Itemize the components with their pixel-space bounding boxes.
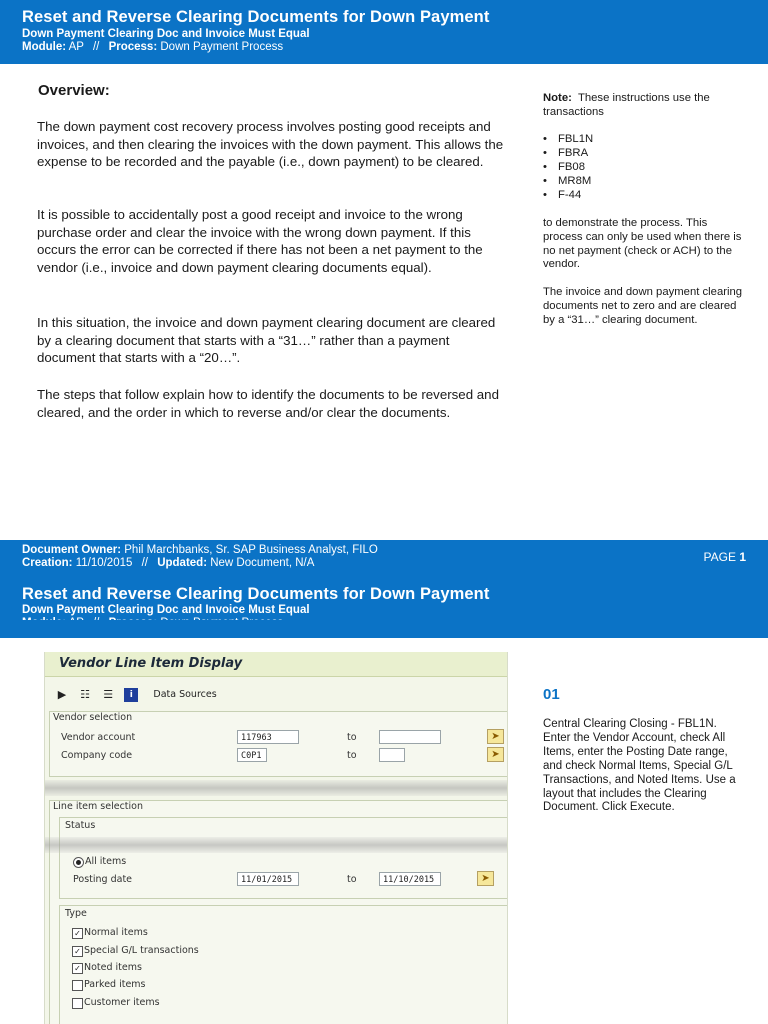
to-label: to xyxy=(347,750,357,761)
company-code-field[interactable]: C0P1 xyxy=(237,748,267,762)
customer-items-label: Customer items xyxy=(84,997,160,1008)
document-subtitle: Down Payment Clearing Doc and Invoice Must Equal xyxy=(22,28,310,40)
normal-items-label: Normal items xyxy=(84,927,148,938)
page-header xyxy=(0,0,768,64)
page-footer xyxy=(0,540,768,620)
parked-items-checkbox[interactable] xyxy=(72,980,83,991)
creation-label: Creation: xyxy=(22,557,73,569)
overview-paragraph-3 xyxy=(37,314,507,367)
posting-date-from-field[interactable]: 11/01/2015 xyxy=(237,872,299,886)
type-header: Type xyxy=(65,908,87,919)
status-header: Status xyxy=(65,820,96,831)
sap-screenshot xyxy=(44,652,508,1024)
overview-paragraph-2-text: It is possible to accidentally post a good receipt and invoice to the wrong purchase order and clear the invoice with the wrong down payment. If this occurs the error can be corrected if there has not been a net payment to the vendor (i.e., invoice and down payment clearing documents equal). xyxy=(37,207,483,275)
variant-list-icon[interactable]: ☰ xyxy=(103,687,114,701)
to-label: to xyxy=(347,732,357,743)
to-label: to xyxy=(347,874,357,885)
creation-value: 11/10/2015 xyxy=(75,557,133,569)
list-item: • FBRA xyxy=(543,147,593,161)
info-icon[interactable]: i xyxy=(124,688,138,702)
overview-paragraph-4-text: The steps that follow explain how to identify the documents to be reversed and cleared, and the order in which to reverse and/or clear the documents. xyxy=(37,387,499,420)
noted-items-checkbox[interactable]: ✓ xyxy=(72,963,83,974)
page-label: PAGE xyxy=(703,550,736,564)
vendor-account-label: Vendor account xyxy=(61,732,136,743)
blurred-open-items-bar xyxy=(44,837,508,853)
overview-paragraph-3-text: In this situation, the invoice and down payment clearing document are cleared by a clearing document that starts with a “31…” rather than a payment document that starts with a “20…”. xyxy=(37,315,496,366)
overview-paragraph-1 xyxy=(37,118,507,171)
module-label: Module: xyxy=(22,41,67,53)
vendor-account-field[interactable]: 117963 xyxy=(237,730,299,744)
all-items-radio[interactable] xyxy=(73,857,84,868)
overview-paragraph-4 xyxy=(37,386,507,421)
module-process-line xyxy=(22,41,283,53)
transaction-list xyxy=(543,133,593,203)
multiple-selection-arrow-icon[interactable]: ➤ xyxy=(487,747,504,762)
line-item-selection-header: Line item selection xyxy=(53,801,143,812)
noted-items-label: Noted items xyxy=(84,962,142,973)
document-subtitle-2: Down Payment Clearing Doc and Invoice Must Equal xyxy=(22,604,310,616)
note-intro xyxy=(543,92,743,120)
owner-line xyxy=(22,544,378,556)
list-item: • F-44 xyxy=(543,189,593,203)
data-sources-button[interactable]: Data Sources xyxy=(153,689,217,700)
list-item: • MR8M xyxy=(543,175,593,189)
updated-label: Updated: xyxy=(157,557,208,569)
sap-window-title: Vendor Line Item Display xyxy=(59,656,243,671)
meta-separator: // xyxy=(141,557,148,569)
posting-date-to-field[interactable]: 11/10/2015 xyxy=(379,872,441,886)
all-items-label: All items xyxy=(85,856,127,867)
vendor-account-to-field[interactable] xyxy=(379,730,441,744)
overview-paragraph-1-text: The down payment cost recovery process involves posting good receipts and invoices, and then clearing the invoices with the down payment. This allows the expense to be recorded and the payable (i.e., down payment) to be cleared. xyxy=(37,119,504,170)
owner-label: Document Owner: xyxy=(22,544,122,556)
meta-separator: // xyxy=(92,41,100,53)
overview-paragraph-2 xyxy=(37,206,507,276)
list-item: • FBL1N xyxy=(543,133,593,147)
save-variant-icon[interactable]: ☷ xyxy=(80,687,91,701)
creation-line xyxy=(22,557,314,569)
process-value: Down Payment Process xyxy=(160,41,284,53)
normal-items-checkbox[interactable]: ✓ xyxy=(72,928,83,939)
multiple-selection-arrow-icon[interactable]: ➤ xyxy=(477,871,494,886)
note-label: Note: xyxy=(543,92,572,104)
step-number: 01 xyxy=(543,686,560,703)
note-intro-text: These instructions use the transactions xyxy=(543,92,710,118)
execute-icon[interactable]: ▶ xyxy=(57,687,67,701)
vendor-selection-header: Vendor selection xyxy=(53,712,133,723)
overview-heading: Overview: xyxy=(38,82,110,99)
company-code-label: Company code xyxy=(61,750,133,761)
page-number: 1 xyxy=(739,550,746,564)
owner-value: Phil Marchbanks, Sr. SAP Business Analyst, FILO xyxy=(124,544,378,556)
parked-items-label: Parked items xyxy=(84,979,146,990)
document-title: Reset and Reverse Clearing Documents for Down Payment xyxy=(22,8,490,26)
sap-toolbar xyxy=(55,684,217,700)
header-band-extension xyxy=(0,620,768,638)
sap-title-bar xyxy=(45,652,507,677)
list-item: • FB08 xyxy=(543,161,593,175)
note-closing xyxy=(543,286,743,327)
company-code-to-field[interactable] xyxy=(379,748,405,762)
posting-date-label: Posting date xyxy=(73,874,133,885)
note-after xyxy=(543,217,743,272)
customer-items-checkbox[interactable] xyxy=(72,998,83,1009)
multiple-selection-arrow-icon[interactable]: ➤ xyxy=(487,729,504,744)
blurred-selection-bar xyxy=(44,780,508,796)
process-label: Process: xyxy=(108,41,158,53)
document-title-2: Reset and Reverse Clearing Documents for Down Payment xyxy=(22,585,490,603)
special-gl-label: Special G/L transactions xyxy=(84,945,199,956)
special-gl-checkbox[interactable]: ✓ xyxy=(72,946,83,957)
updated-value: New Document, N/A xyxy=(210,557,315,569)
note-closing-text: The invoice and down payment clearing documents net to zero and are cleared by a “31…” clearing document. xyxy=(543,286,743,326)
step-description: Central Clearing Closing - FBL1N. Enter the Vendor Account, check All Items, enter the Posting Date range, and check Normal Items, Special G/L Transactions, and Noted Items. Use a layout that includes the Clearing Document. Click Execute. xyxy=(543,718,736,814)
note-after-text: to demonstrate the process. This process can only be used when there is no net payment (check or ACH) to the vendor. xyxy=(543,217,742,271)
module-value: AP xyxy=(68,41,84,53)
page-indicator xyxy=(704,550,747,564)
